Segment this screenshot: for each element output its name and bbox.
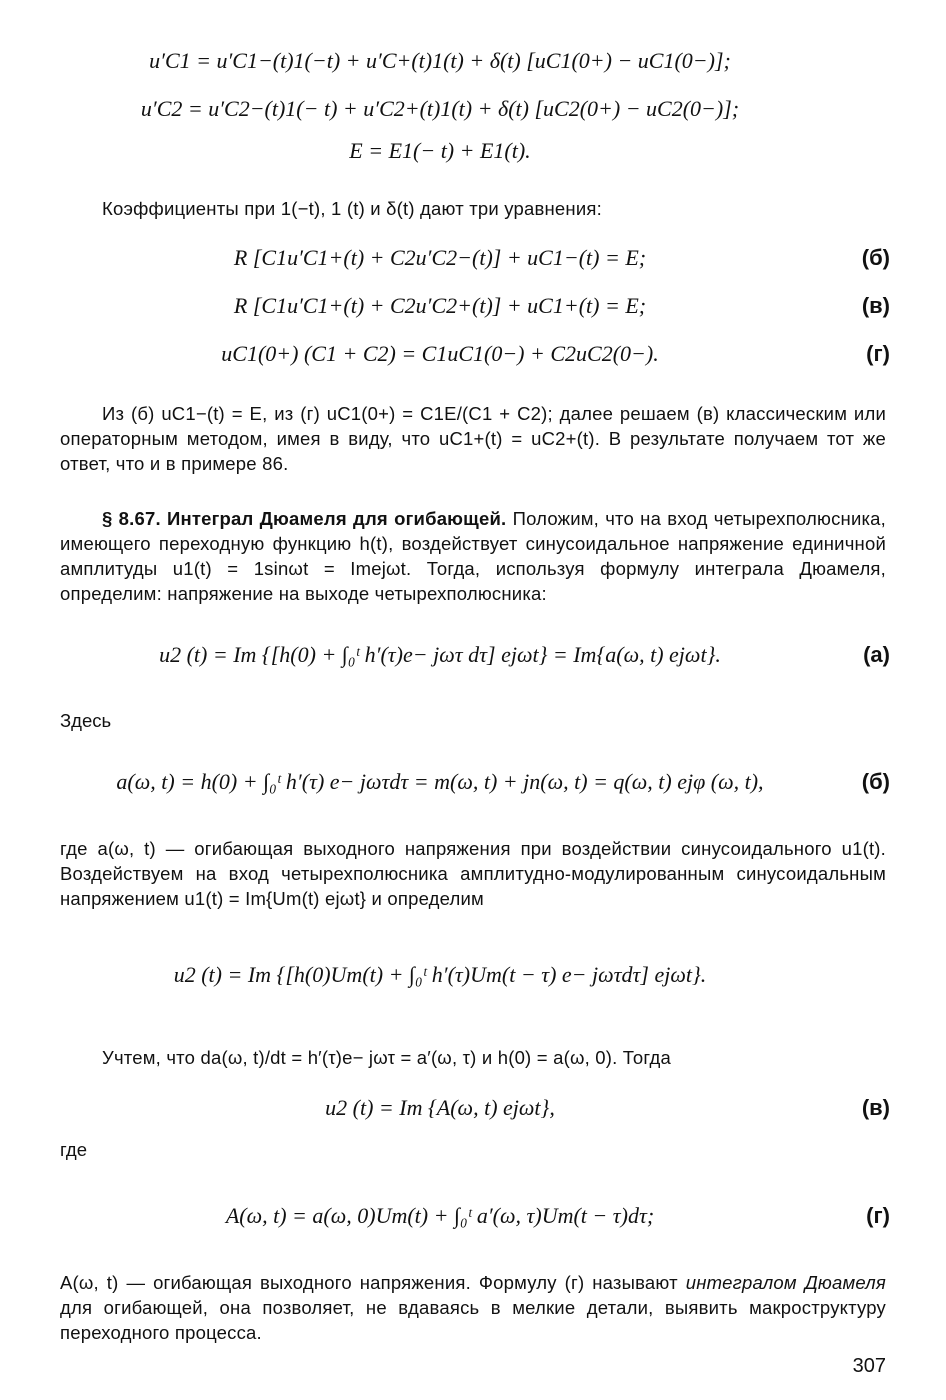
page-number: 307 [852, 1355, 886, 1377]
paragraph-envelope: где a(ω, t) — огибающая выходного напряжения при воздействии синусоидального u1(t). Воздействуем на вход четырехполюсника амплитудно-модулированным синусоидальным напряжением u1(t) = Im{Um(t) ejωt} и определим [60, 838, 886, 909]
emphasis-duhamel: интегралом Дюамеля [685, 1272, 886, 1293]
paragraph-final: A(ω, t) — огибающая выходного напряжения. Формулу (г) называют интегралом Дюамеля для огибающей, она позволяет, не вдаваясь в мелкие детали, выявить макроструктуру переходного процесса. [60, 1272, 886, 1343]
word-zdes: Здесь [60, 710, 112, 731]
paragraph-uchtem: Учтем, что da(ω, t)/dt = h′(τ)e− jωτ = a′(ω, τ) и h(0) = a(ω, 0). Тогда [102, 1047, 671, 1068]
book-page: u′C1 = u′C1−(t)1(−t) + u′C+(t)1(t) + δ(t) [uC1(0+) − uC1(0−)]; u′C2 = u′C2−(t)1(− t) + u′C2+(t)1(t) + δ(t) [uC2(0+) − uC2(0−)]; E = E1(− t) + E1(t). Коэффициенты при 1(−t), 1 (t) и δ(t) дают три уравнения: R [C1u′C1+(t) + C2u′C2−(t)] + uC1−(t) = E; (б) R [C1u′C1+(t) + C2u′C2+(t)] + uC1+(t) = E; (в) uC1(0+) (C1 + C2) = C1uC1(0−) + C2uC2(0−). (г) Из (б) uC1−(t) = E, из (г) uC1(0+) = C1E/(C1 + C2); далее решаем (в) классическим или операторным методом, имея в виду, что uC1+(t) = uC2+(t). В результате получаем тот же ответ, что и в примере 86. § 8.67. Интеграл Дюамеля для огибающей. Положим, что на вход четырехполюсника, имеющего переходную функцию h(t), воздействует синусоидальное напряжение единичной амплитуды u1(t) = 1sinωt = Imejωt. Тогда, используя формулу интеграла Дюамеля, определим: напряжение на выходе четырехполюсника: u2 (t) = Im {[h(0) + ∫₀ᵗ h′(τ)e− jωτ dτ] ejωt} = Im{a(ω, t) ejωt}. (а) Здесь a(ω, t) = h(0) + ∫₀ᵗ h′(τ) e− jωτdτ = m(ω, t) + jn(ω, t) = q(ω, t) ejφ (ω, t), (б) где a(ω, t) — огибающая выходного напряжения при воздействии синусоидального u1(t). Воздействуем на вход четырехполюсника амплитудно-модулированным синусоидальным напряжением u1(t) = Im{Um(t) ejωt} и определим u2 (t) = Im {[h(0)Um(t) + ∫₀ᵗ h′(τ)Um(t − τ) e− jωτdτ] ejωt}. Учтем, что da(ω, t)/dt = h′(τ)e− jωτ = a′(ω, τ) и h(0) = a(ω, 0). Тогда u2 (t) = Im {A(ω, t) ejωt}, (в) где A(ω, t) = a(ω, 0)Um(t) + ∫₀ᵗ a′(ω, τ)Um(t − τ)dτ; (г) A(ω, t) — огибающая выходного напряжения. Формулу (г) называют интегралом Дюамеля для огибающей, она позволяет, не вдаваясь в мелкие детали, выявить макроструктуру переходного процесса. 307 [60, 48, 890, 1377]
paragraph-coefficients: Коэффициенты при 1(−t), 1 (t) и δ(t) дают три уравнения: [102, 198, 602, 219]
word-gde: где [60, 1139, 88, 1160]
section-heading: § 8.67. Интеграл Дюамеля для огибающей. [102, 508, 507, 529]
paragraph-section-8-67: § 8.67. Интеграл Дюамеля для огибающей. Положим, что на вход четырехполюсника, имеющего переходную функцию h(t), воздействует синусоидальное напряжение единичной амплитуды u1(t) = 1sinωt = Imejωt. Тогда, используя формулу интеграла Дюамеля, определим: напряжение на выходе четырехполюсника: [60, 508, 887, 604]
paragraph-solution: Из (б) uC1−(t) = E, из (г) uC1(0+) = C1E/(C1 + C2); далее решаем (в) классическим или операторным методом, имея в виду, что uC1+(t) = uC2+(t). В результате получаем тот же ответ, что и в примере 86. [60, 403, 886, 474]
